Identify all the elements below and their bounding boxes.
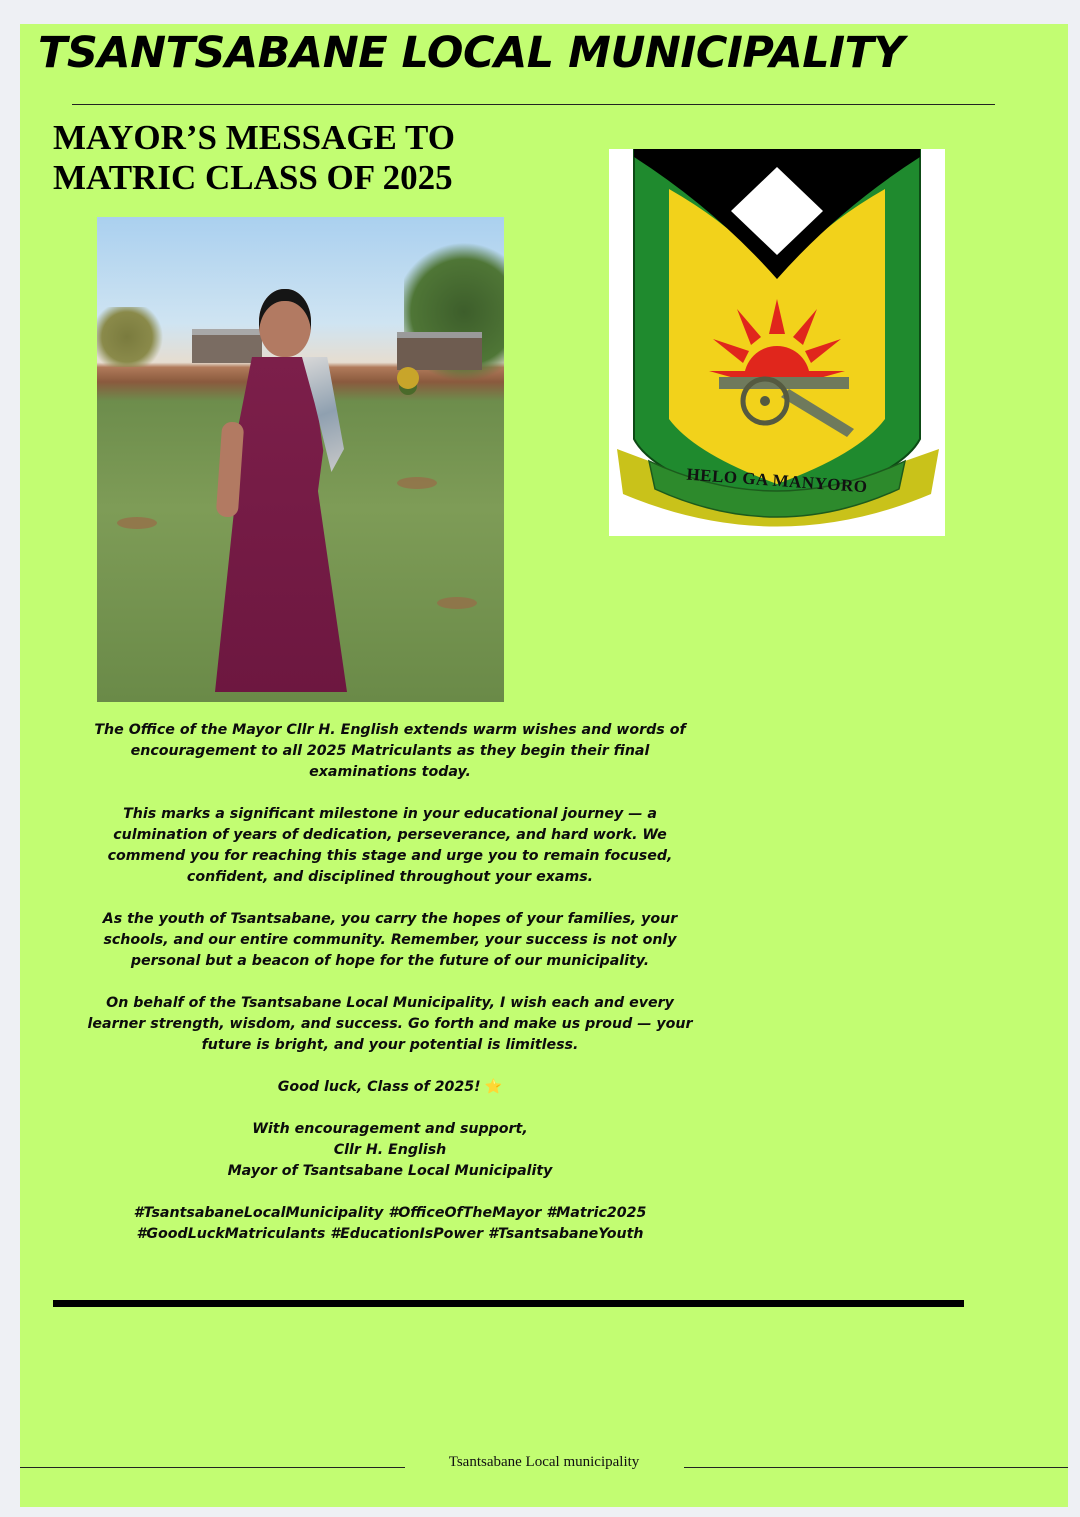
hashtags-line: #GoodLuckMatriculants #EducationIsPower #TsantsabaneYouth <box>136 1226 644 1242</box>
good-luck-text: Good luck, Class of 2025! <box>277 1079 481 1095</box>
mayor-message <box>75 720 705 1266</box>
good-luck-line <box>75 1077 705 1098</box>
photo-tree-left <box>97 307 167 367</box>
hashtags-line: #TsantsabaneLocalMunicipality #OfficeOfTheMayor #Matric2025 <box>133 1205 647 1221</box>
hashtags <box>75 1203 705 1245</box>
message-paragraph: On behalf of the Tsantsabane Local Municipality, I wish each and every learner strength, wisdom, and success. Go forth and make us proud — your future is bright, and your potential is limitless. <box>87 995 693 1053</box>
photo-ground-patch <box>397 477 437 489</box>
signoff-line: With encouragement and support, <box>252 1121 528 1137</box>
footer-text: Tsantsabane Local municipality <box>448 1454 640 1470</box>
title-divider <box>72 104 995 105</box>
mayor-photo <box>97 217 504 702</box>
signoff-name: Cllr H. English <box>333 1142 447 1158</box>
message-heading: MAYOR’S MESSAGE TO MATRIC CLASS OF 2025 <box>53 118 455 197</box>
photo-house <box>192 329 262 363</box>
photo-sunflower <box>397 367 419 389</box>
message-paragraph: As the youth of Tsantsabane, you carry the hopes of your families, your schools, and our entire community. Remember, your success is not only personal but a beacon of hope for the future of our municipality. <box>102 911 678 969</box>
star-icon: ⭐ <box>484 1079 503 1095</box>
footer <box>20 1454 1068 1471</box>
message-paragraph: This marks a significant milestone in your educational journey — a culmination of years of dedication, perseverance, and hard work. We commend you for reaching this stage and urge you to remain focused, confident, and disciplined throughout your exams. <box>107 806 673 885</box>
page-title: TSANTSABANE LOCAL MUNICIPALITY <box>38 28 905 78</box>
municipal-emblem <box>609 149 945 536</box>
section-divider <box>53 1300 964 1307</box>
emblem-motto: HELO GA MANYORO <box>685 464 869 497</box>
photo-head <box>259 289 311 357</box>
photo-house-2 <box>397 332 482 370</box>
signoff-title: Mayor of Tsantsabane Local Municipality <box>227 1163 553 1179</box>
photo-ground-patch <box>117 517 157 529</box>
signoff-block <box>75 1119 705 1182</box>
footer-rule-right <box>684 1467 1068 1468</box>
photo-ground-patch <box>437 597 477 609</box>
message-paragraph: The Office of the Mayor Cllr H. English extends warm wishes and words of encouragement to all 2025 Matriculants as they begin their final examinations today. <box>94 722 686 780</box>
document-page <box>20 24 1068 1507</box>
